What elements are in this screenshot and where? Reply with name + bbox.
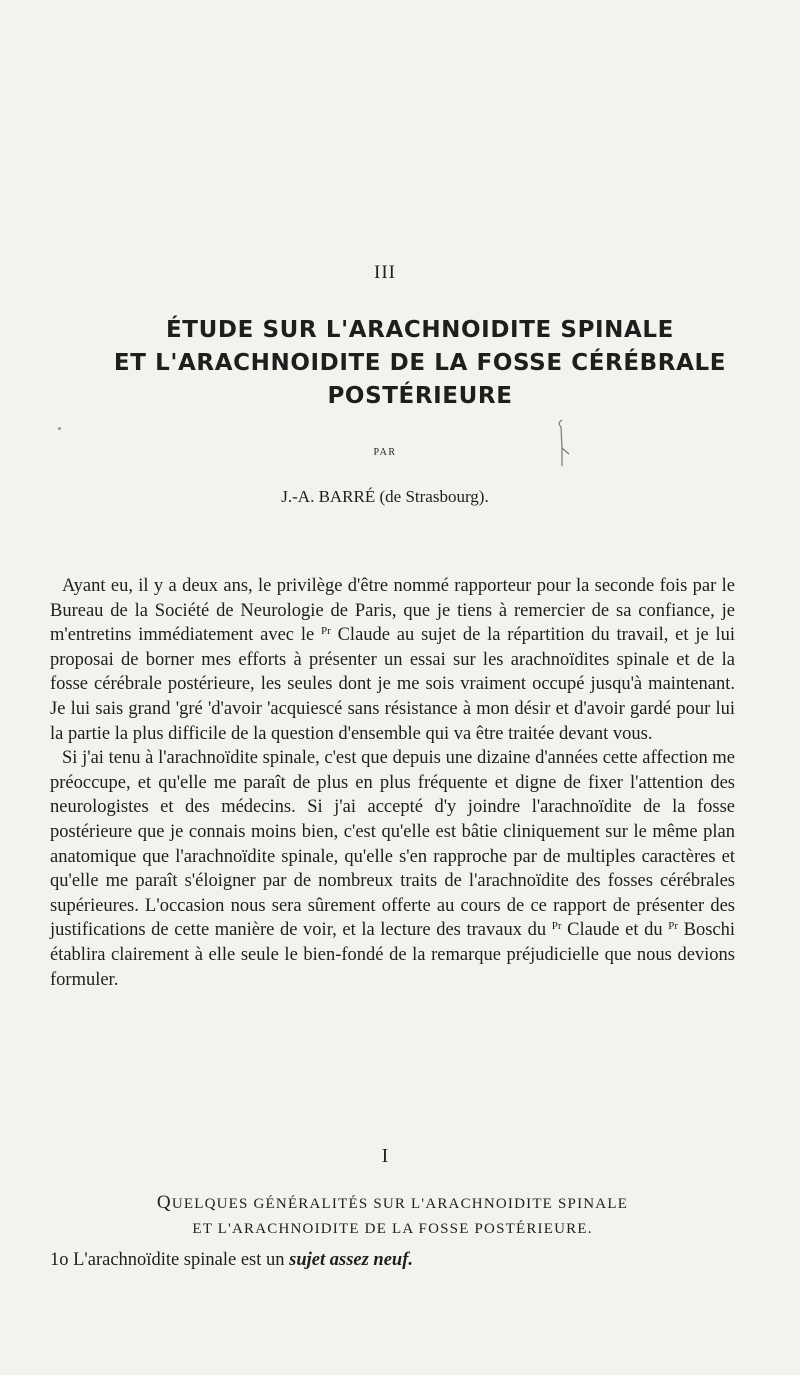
title-line-3: POSTÉRIEURE [327, 383, 513, 409]
pencil-mark-icon [553, 418, 573, 468]
item-emphasis: sujet assez neuf. [289, 1250, 414, 1270]
title-line-2: ET L'ARACHNOIDITE DE LA FOSSE CÉRÉBRALE [113, 350, 727, 376]
speck-mark [58, 427, 61, 430]
section-title-line-1: QUELQUES GÉNÉRALITÉS SUR L'ARACHNOIDITE SPINALE [156, 1192, 629, 1213]
author-line: J.-A. BARRÉ (de Strasbourg). [281, 487, 489, 506]
body-text [50, 574, 735, 992]
item-number: 1o [50, 1250, 69, 1270]
chapter-number: III [374, 262, 396, 283]
paragraph-2: Si j'ai tenu à l'arachnoïdite spinale, c'est que depuis une dizaine d'années cette affection me préoccupe, et qu'elle me paraît de plus en plus fréquente et digne de fixer l'attention des neurologistes et des médecins. Si j'ai accepté d'y joindre l'arachnoïdite de la fosse postérieure que je connais moins bien, c'est qu'elle est bâtie cliniquement sur le même plan anatomique que l'arachnoïdite spinale, qu'elle s'en rapproche par de multiples caractères et qu'elle me paraît s'éloigner par de nombreux traits de l'arachnoïdite des fosses cérébrales supérieures. L'occasion nous sera sûrement offerte au cours de ce rapport de présenter des justifications de cette manière de voir, et la lecture des travaux du $^{Pr}$ Claude et du $^{Pr}$ Boschi établira clairement à elle seule le bien-fondé de la remarque préjudicielle que nous devions formuler. [50, 748, 736, 990]
numbered-item: 1o L'arachnoïdite spinale est un sujet assez neuf. [50, 1250, 414, 1270]
by-label: PAR [373, 447, 397, 458]
section-title [50, 1190, 735, 1242]
section-number: I [381, 1145, 389, 1167]
title-line-1: ÉTUDE SUR L'ARACHNOIDITE SPINALE [166, 317, 674, 343]
paragraph-1: Ayant eu, il y a deux ans, le privilège d'être nommé rapporteur pour la seconde fois par le Bureau de la Société de Neurologie de Paris, que je tiens à remercier de sa confiance, je m'entretins immédiatement avec le $^{Pr}$ Claude au sujet de la répartition du travail, et je lui proposai de borner mes efforts à présenter un essai sur les arachnoïdites spinale et de la fosse cérébrale postérieure, les seules dont je me sois vraiment occupé jusqu'à maintenant. Je lui sais grand 'gré 'd'avoir 'acquiescé sans résistance à mon désir et d'avoir gardé pour lui la partie la plus difficile de la question d'ensemble qui va être traitée devant vous. [50, 576, 736, 744]
section-title-line-2: ET L'ARACHNOIDITE DE LA FOSSE POSTÉRIEURE. [192, 1221, 593, 1237]
article-title [70, 314, 770, 413]
